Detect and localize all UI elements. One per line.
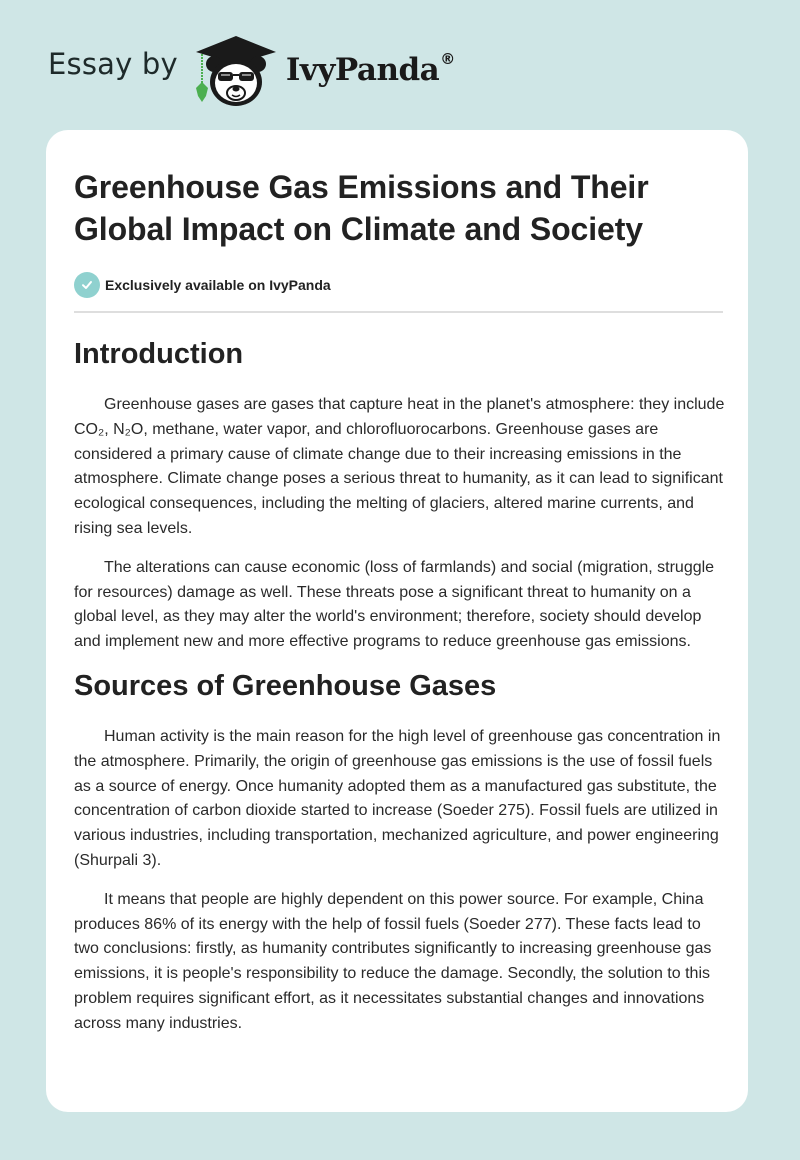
paragraph: The alterations can cause economic (loss of farmlands) and social (migration, struggle for resources) damage as well. These threats pose a significant threat to humanity on a global level, as they may alter the world's environment; therefore, society should develop and implement new and more effective programs to reduce greenhouse gas emissions. [74, 558, 715, 651]
paragraph: Greenhouse gases are gases that capture heat in the planet's atmosphere: they include CO₂, N₂O, methane, water vapor, and chlorofluorocarbons. Greenhouse gases are considered a primary cause of climate change due to their increasing emissions in the atmosphere. Climate change poses a serious threat to humanity, as it can lead to significant ecological consequences, including the melting of glaciers, altered marine currents, and rising sea levels. [74, 396, 725, 537]
section-sources [74, 669, 721, 1037]
essay-by-label: Essay by [48, 47, 178, 81]
check-circle-icon [74, 272, 100, 298]
paragraph: Human activity is the main reason for the high level of greenhouse gas concentration in the atmosphere. Primarily, the origin of greenhouse gas emissions is the use of fossil fuels as a source of energy. Once humanity adopted them as a manufactured gas substitute, the concentration of carbon dioxide started to increase (Soeder 275). Fossil fuels are utilized in various industries, including transportation, mechanized agriculture, and power engineering (Shurpali 3). [74, 727, 721, 869]
section-introduction [74, 337, 725, 655]
essay-card [46, 130, 748, 1112]
brand-name[interactable]: IvyPanda® [285, 50, 455, 88]
exclusive-badge [74, 272, 721, 298]
site-header [48, 30, 455, 110]
section-heading: Sources of Greenhouse Gases [74, 669, 497, 702]
paragraph: It means that people are highly dependent on this power source. For example, China produces 86% of its energy with the help of fossil fuels (Soeder 277). These facts lead to two conclusions: firstly, as humanity contributes significantly to increasing greenhouse gas emissions, it is people's responsibility to reduce the damage. Secondly, the solution to this problem requires significant effort, as it necessitates substantial changes and innovations across many industries. [74, 890, 712, 1032]
panda-graduate-logo-icon[interactable] [192, 30, 280, 110]
section-heading: Introduction [74, 338, 244, 370]
essay-title: Greenhouse Gas Emissions and Their Global Impact on Climate and Society [74, 169, 649, 247]
exclusive-badge-label: Exclusively available on IvyPanda [105, 277, 331, 293]
registered-mark: ® [440, 50, 455, 68]
title-divider [74, 311, 723, 313]
